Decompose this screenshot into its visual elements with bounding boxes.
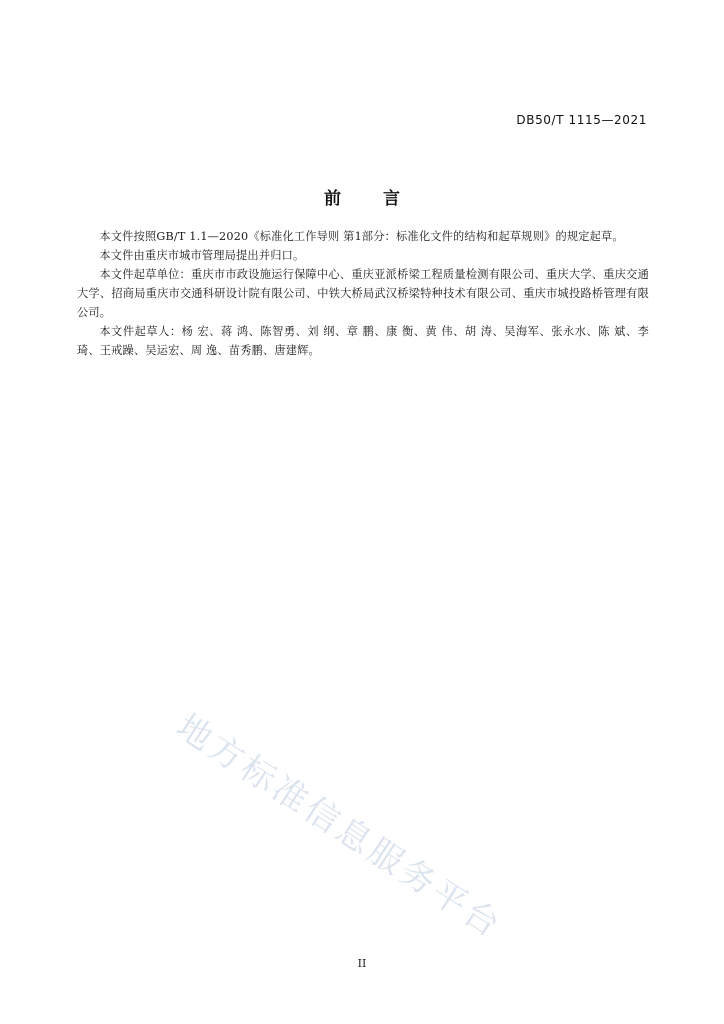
- page-number: II: [357, 957, 367, 970]
- watermark: 地方标准信息服务平台: [169, 706, 510, 948]
- paragraph-drafting-basis: 本文件按照GB/T 1.1—2020《标准化工作导则 第1部分：标准化文件的结构和起草规则》的规定起草。: [99, 230, 624, 243]
- paragraph-drafters: 本文件起草人：杨 宏、蒋 鸿、陈智勇、刘 纲、章 鹏、康 衡、黄 伟、胡 涛、吴海军、张永水、陈 斌、李 琦、王戒躁、吴运宏、周 逸、苗秀鹏、唐建辉。: [77, 325, 649, 357]
- document-code: DB50/T 1115—2021: [516, 113, 647, 127]
- paragraph-proposer: 本文件由重庆市城市管理局提出并归口。: [99, 249, 305, 262]
- section-title: 前 言: [324, 189, 418, 209]
- foreword-body: [77, 227, 649, 360]
- paragraph-drafting-units: 本文件起草单位：重庆市市政设施运行保障中心、重庆亚派桥梁工程质量检测有限公司、重庆大学、重庆交通大学、招商局重庆市交通科研设计院有限公司、中铁大桥局武汉桥梁特种技术有限公司、重庆市城投路桥管理有限公司。: [77, 268, 649, 319]
